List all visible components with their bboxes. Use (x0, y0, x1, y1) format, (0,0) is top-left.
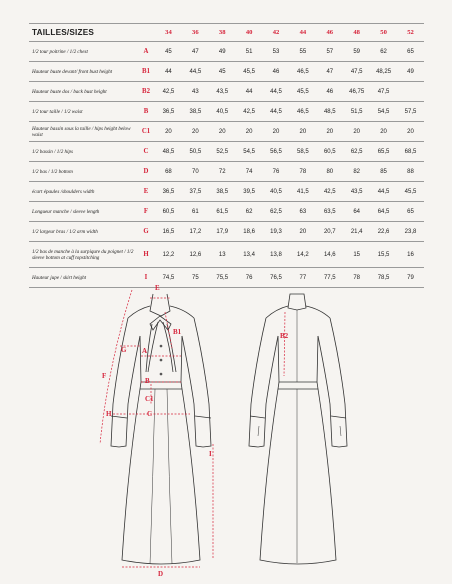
measurement-value: 46,5 (289, 102, 316, 122)
measurement-value: 23,8 (397, 222, 424, 242)
measurement-value: 20 (209, 122, 236, 142)
measurement-row (29, 202, 424, 222)
measurement-value: 12,6 (182, 242, 209, 268)
measurement-value: 75 (182, 268, 209, 288)
measurement-value: 16 (397, 242, 424, 268)
front-dress-drawing (111, 294, 211, 564)
measurement-value: 14,6 (316, 242, 343, 268)
table-header-label: TAILLES/SIZES (29, 24, 137, 42)
measurement-value: 17,2 (182, 222, 209, 242)
measurement-value: 45 (155, 42, 182, 62)
measurement-value: 59 (343, 42, 370, 62)
measurement-label: 1/2 bassin / 1/2 hips (29, 142, 137, 162)
measurement-value: 68 (155, 162, 182, 182)
measurement-value: 64 (343, 202, 370, 222)
measurement-value: 53 (263, 42, 290, 62)
measurement-value: 54,5 (370, 102, 397, 122)
measurement-value: 60,5 (155, 202, 182, 222)
measurement-value: 78,5 (370, 268, 397, 288)
measurement-value: 55 (289, 42, 316, 62)
measurement-value: 19,3 (263, 222, 290, 242)
measurement-value: 20 (370, 122, 397, 142)
measurement-value: 36,5 (155, 102, 182, 122)
size-header: 34 (155, 24, 182, 42)
measurement-label: 1/2 bas de manche à la surpiqure du poignet / 1/2 sleeve bottom at cuff topstitching (29, 242, 137, 268)
measurement-code: A (137, 42, 155, 62)
measurement-value: 76 (236, 268, 263, 288)
measurement-row (29, 82, 424, 102)
measurement-value: 77 (289, 268, 316, 288)
measurement-label: Hauteur buste devant/ front bust height (29, 62, 137, 82)
measurement-value: 45,5 (236, 62, 263, 82)
measurement-value: 44,5 (370, 182, 397, 202)
measurement-code: C1 (137, 122, 155, 142)
measurement-value: 88 (397, 162, 424, 182)
measurement-value: 20 (316, 122, 343, 142)
measurement-code: I (137, 268, 155, 288)
measurement-value: 21,4 (343, 222, 370, 242)
measurement-code: B1 (137, 62, 155, 82)
measurement-label: écart épaules /shoulders width (29, 182, 137, 202)
measurement-value: 61 (182, 202, 209, 222)
size-header: 44 (289, 24, 316, 42)
measurement-value: 45,5 (289, 82, 316, 102)
measurement-value: 42,5 (155, 82, 182, 102)
measurement-value: 44,5 (182, 62, 209, 82)
size-header: 48 (343, 24, 370, 42)
measurement-value: 48,25 (370, 62, 397, 82)
measurement-value: 47,5 (343, 62, 370, 82)
measurement-value: 20 (182, 122, 209, 142)
measurement-code: C (137, 142, 155, 162)
size-header: 46 (316, 24, 343, 42)
measurement-value: 62,5 (263, 202, 290, 222)
measurement-value: 12,2 (155, 242, 182, 268)
measurement-value: 68,5 (397, 142, 424, 162)
measurement-value: 43,5 (209, 82, 236, 102)
measurement-value: 15,5 (370, 242, 397, 268)
measurement-value: 49 (209, 42, 236, 62)
measurement-value: 80 (316, 162, 343, 182)
measurement-value: 15 (343, 242, 370, 268)
measurement-value: 60,5 (316, 142, 343, 162)
label-B: B (145, 377, 150, 385)
label-D: D (158, 570, 164, 578)
measurement-value: 16,5 (155, 222, 182, 242)
size-header-row (29, 24, 424, 42)
label-B1: B1 (173, 328, 182, 336)
label-C1: C1 (145, 395, 154, 403)
measurement-value: 20 (343, 122, 370, 142)
measurement-value: 44 (236, 82, 263, 102)
measurement-value: 44,5 (263, 82, 290, 102)
code-header (137, 24, 155, 42)
measurement-value: 75,5 (209, 268, 236, 288)
measurement-value: 51 (236, 42, 263, 62)
measurement-code: G (137, 222, 155, 242)
measurement-value: 48,5 (155, 142, 182, 162)
measurement-row (29, 62, 424, 82)
measurement-value: 42,5 (236, 102, 263, 122)
measurement-label: Hauteur buste dos / back bust height (29, 82, 137, 102)
size-header: 40 (236, 24, 263, 42)
measurement-row (29, 102, 424, 122)
measurement-value: 37,5 (182, 182, 209, 202)
measurement-value: 63,5 (316, 202, 343, 222)
measurement-value: 65,5 (370, 142, 397, 162)
measurement-value: 57 (316, 42, 343, 62)
measurement-value: 20,7 (316, 222, 343, 242)
size-header: 42 (263, 24, 290, 42)
size-table (29, 23, 424, 288)
measurement-value: 50,5 (182, 142, 209, 162)
measurement-value: 48,5 (316, 102, 343, 122)
measurement-value: 62 (236, 202, 263, 222)
measurement-value: 46 (316, 82, 343, 102)
label-I: I (209, 450, 212, 458)
measurement-value: 40,5 (209, 102, 236, 122)
measurement-value: 46,75 (343, 82, 370, 102)
measurement-row (29, 142, 424, 162)
measurement-value: 36,5 (155, 182, 182, 202)
measurement-label: Hauteur jupe / skirt height (29, 268, 137, 288)
measurement-value: 62,5 (343, 142, 370, 162)
label-F: F (102, 372, 107, 380)
measurement-code: F (137, 202, 155, 222)
measurement-value: 39,5 (236, 182, 263, 202)
measurement-value: 13 (209, 242, 236, 268)
measurement-value: 72 (209, 162, 236, 182)
measurement-value: 46,5 (289, 62, 316, 82)
measurement-value: 54,5 (236, 142, 263, 162)
size-header: 36 (182, 24, 209, 42)
measurement-code: H (137, 242, 155, 268)
label-A: A (142, 347, 148, 355)
measurement-value: 13,8 (263, 242, 290, 268)
measurement-value: 52,5 (209, 142, 236, 162)
measurement-value: 38,5 (209, 182, 236, 202)
measurement-value: 64,5 (370, 202, 397, 222)
measurement-code: B2 (137, 82, 155, 102)
measurement-value: 20 (289, 222, 316, 242)
measurement-value: 63 (289, 202, 316, 222)
measurement-value: 20 (236, 122, 263, 142)
measurement-value (397, 82, 424, 102)
measurement-value: 43 (182, 82, 209, 102)
measurement-value: 78 (289, 162, 316, 182)
measurement-row (29, 122, 424, 142)
measurement-value: 20 (263, 122, 290, 142)
measurement-value: 44,5 (263, 102, 290, 122)
label-H: H (106, 410, 112, 418)
measurement-value: 62 (370, 42, 397, 62)
measurement-value: 49 (397, 62, 424, 82)
measurement-row (29, 182, 424, 202)
measurement-value: 74 (236, 162, 263, 182)
measurement-value: 47,5 (370, 82, 397, 102)
measurement-code: B (137, 102, 155, 122)
measurement-value: 79 (397, 268, 424, 288)
measurement-value: 47 (316, 62, 343, 82)
measurement-value: 40,5 (263, 182, 290, 202)
measurement-value: 13,4 (236, 242, 263, 268)
measurement-value: 47 (182, 42, 209, 62)
measurement-value: 14,2 (289, 242, 316, 268)
measurement-value: 65 (397, 202, 424, 222)
measurement-value: 38,5 (182, 102, 209, 122)
measurement-value: 58,5 (289, 142, 316, 162)
measurement-value: 45 (209, 62, 236, 82)
measurement-value: 76,5 (263, 268, 290, 288)
measurement-lines (100, 290, 285, 567)
measurement-value: 78 (343, 268, 370, 288)
measurement-value: 20 (397, 122, 424, 142)
label-E: E (155, 284, 160, 292)
measurement-row (29, 242, 424, 268)
measurement-value: 41,5 (289, 182, 316, 202)
measurement-value: 61,5 (209, 202, 236, 222)
back-dress-drawing (249, 294, 347, 564)
measurement-value: 18,6 (236, 222, 263, 242)
measurement-label: 1/2 bas / 1/2 bottom (29, 162, 137, 182)
measurement-value: 44 (155, 62, 182, 82)
measurement-value: 46 (263, 62, 290, 82)
measurement-value: 76 (263, 162, 290, 182)
measurement-label: Hauteur bassin sous la taille / hips height below waist (29, 122, 137, 142)
measurement-value: 20 (289, 122, 316, 142)
measurement-value: 74,5 (155, 268, 182, 288)
measurement-row (29, 222, 424, 242)
measurement-value: 51,5 (343, 102, 370, 122)
label-B2: B2 (280, 332, 289, 340)
label-G: G (121, 346, 127, 354)
measurement-value: 65 (397, 42, 424, 62)
garment-illustration (0, 276, 452, 584)
measurement-label: 1/2 largeur bras / 1/2 arm width (29, 222, 137, 242)
measurement-value: 20 (155, 122, 182, 142)
measurement-value: 17,9 (209, 222, 236, 242)
label-C: C (147, 410, 153, 418)
measurement-code: D (137, 162, 155, 182)
measurement-value: 45,5 (397, 182, 424, 202)
measurement-value: 43,5 (343, 182, 370, 202)
measurement-value: 22,6 (370, 222, 397, 242)
measurement-value: 70 (182, 162, 209, 182)
measurement-value: 85 (370, 162, 397, 182)
measurement-row (29, 162, 424, 182)
measurement-label: 1/2 tour poitrine / 1/2 chest (29, 42, 137, 62)
size-header: 52 (397, 24, 424, 42)
size-header: 38 (209, 24, 236, 42)
measurement-row (29, 42, 424, 62)
measurement-code: E (137, 182, 155, 202)
measurement-value: 57,5 (397, 102, 424, 122)
measurement-value: 42,5 (316, 182, 343, 202)
measurement-value: 77,5 (316, 268, 343, 288)
measurement-label: Longueur manche / sleeve length (29, 202, 137, 222)
measurement-label: 1/2 tour taille / 1/2 waist (29, 102, 137, 122)
size-header: 50 (370, 24, 397, 42)
measurement-value: 82 (343, 162, 370, 182)
measurement-value: 56,5 (263, 142, 290, 162)
